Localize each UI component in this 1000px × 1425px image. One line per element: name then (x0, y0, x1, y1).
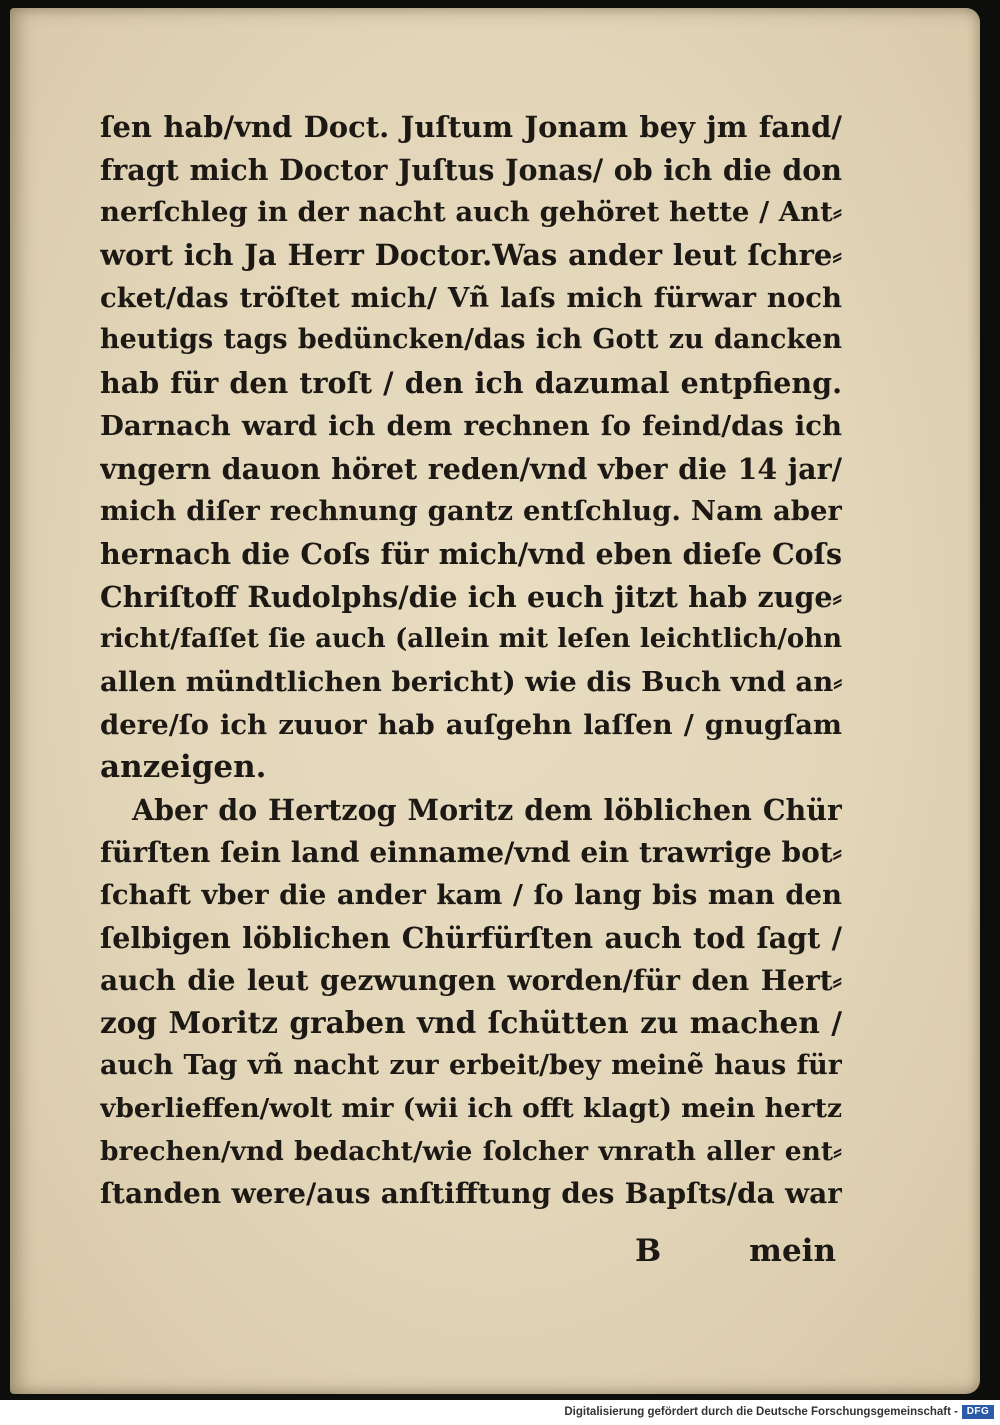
text-line: Chriſtoff Rudolphs/die ich euch jitzt hab zuge⸗ (100, 579, 842, 614)
credit-bar (0, 1400, 1000, 1425)
text-line: dere/ſo ich zuuor hab auſgehn laſſen / gnugſam (100, 708, 842, 741)
catchword: mein (749, 1233, 836, 1269)
text-line: hernach die Coſs für mich/vnd eben dieſe Coſs (100, 536, 842, 571)
text-line: fürſten ſein land einname/vnd ein trawrige bot⸗ (100, 835, 842, 869)
text-line: ſen hab/vnd Doct. Juſtum Jonam bey jm fand/ (100, 110, 842, 144)
text-line: zog Moritz graben vnd ſchütten zu machen / (100, 1005, 842, 1041)
text-line: heutigs tags bedüncken/das ich Gott zu dancken (100, 324, 842, 356)
text-line: Darnach ward ich dem rechnen ſo feind/das ich (100, 409, 842, 442)
text-line: ſelbigen löblichen Chürfürſten auch tod ſagt / (100, 921, 842, 956)
text-line: ſchaft vber die ander kam / ſo lang bis man den (100, 879, 842, 912)
funding-credit: Digitalisierung gefördert durch die Deutsche Forschungsgemeinschaft - (564, 1406, 958, 1418)
text-line: hab für den troſt / den ich dazumal entpfieng. (100, 366, 842, 401)
dfg-logo: DFG (962, 1405, 994, 1419)
text-line: vngern dauon höret reden/vnd vber die 14 jar/ (100, 451, 842, 486)
text-line: vberlieffen/wolt mir (wii ich offt klagt) mein hertz (100, 1092, 842, 1124)
text-line: brechen/vnd bedacht/wie ſolcher vnrath aller ent⸗ (100, 1135, 842, 1167)
text-line: richt/faſſet ſie auch (allein mit leſen leichtlich/ohn (100, 624, 842, 655)
signature-mark: B (635, 1233, 662, 1269)
text-line: fragt mich Doctor Juſtus Jonas/ ob ich die don (100, 152, 842, 187)
text-line: mich diſer rechnung gantz entſchlug. Nam aber (100, 495, 842, 528)
page-text (100, 106, 842, 1216)
page-footer (100, 1233, 842, 1273)
book-page (10, 8, 980, 1394)
text-line: anzeigen. (100, 749, 267, 786)
text-line: nerſchleg in der nacht auch gehöret hette / Ant⸗ (100, 196, 842, 229)
text-line: wort ich Ja Herr Doctor.Was ander leut ſchre⸗ (100, 238, 842, 273)
text-line: allen mündtlichen bericht) wie dis Buch vnd an⸗ (100, 665, 842, 698)
text-line: cket/das tröſtet mich/ Vñ laſs mich fürwar noch (100, 281, 842, 314)
text-line: auch die leut gezwungen worden/für den Hert⸗ (100, 963, 842, 997)
text-line: ſtanden were/aus anſtifftung des Bapſts/da war (100, 1177, 842, 1211)
text-line: Aber do Hertzog Moritz dem löblichen Chür (132, 793, 842, 827)
text-line: auch Tag vñ nacht zur erbeit/bey meinẽ haus für (100, 1050, 842, 1082)
